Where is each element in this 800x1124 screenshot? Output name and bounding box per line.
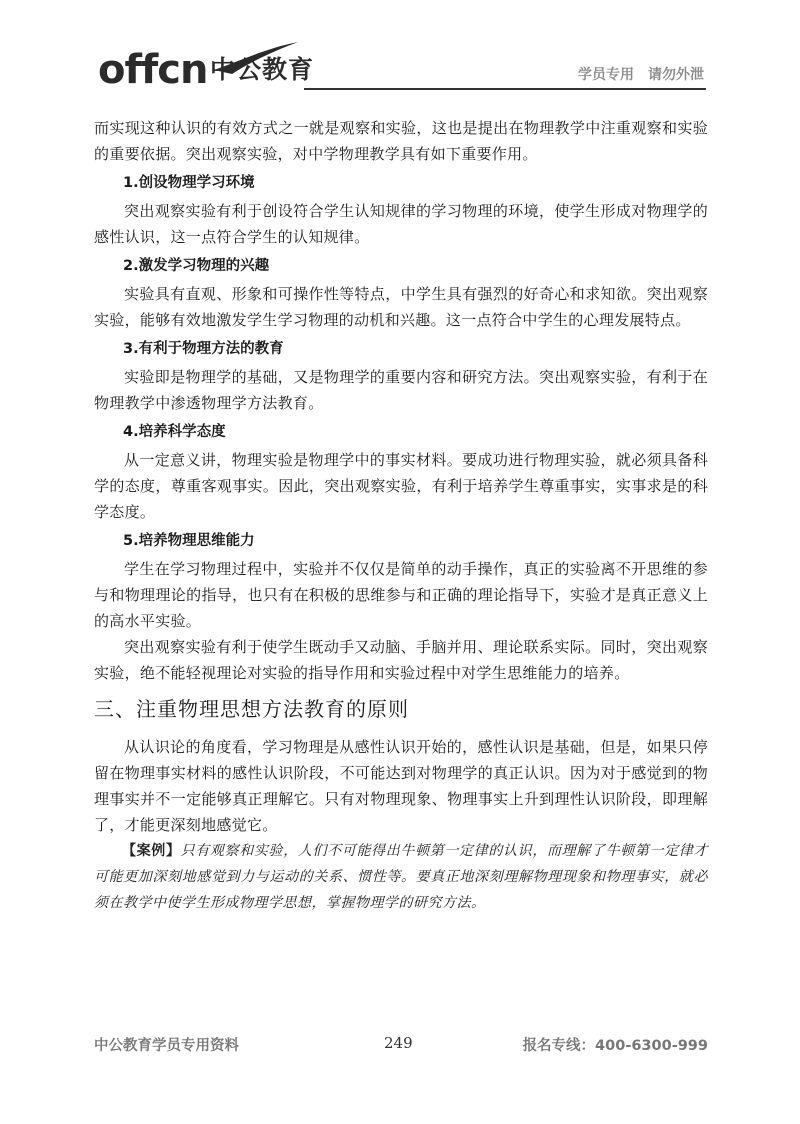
subheading: 1.创设物理学习环境 — [123, 175, 255, 191]
paragraph: 突出观察实验有利于使学生既动手又动脑、手脑并用、理论联系实际。同时，突出观察实验，绝不能轻视理论对实验的指导作用和实验过程中对学生思维能力的培养。 — [94, 638, 708, 682]
subheading: 2.激发学习物理的兴趣 — [123, 258, 270, 274]
section-title: 三、注重物理思想方法教育的原则 — [94, 697, 409, 721]
page-number: 249 — [384, 1034, 413, 1052]
paragraph: 从认识论的角度看，学习物理是从感性认识开始的，感性认识是基础，但是，如果只停留在物理事实材料的感性认识阶段，不可能达到对物理学的真正认识。因为对于感觉到的物理事实并不一定能够真正理解它。只有对物理现象、物理事实上升到理性认识阶段，即理解了，才能更深刻地感觉它。 — [94, 738, 708, 834]
case-example — [94, 838, 708, 916]
page-footer — [94, 1034, 708, 1056]
confidential-notice — [578, 64, 704, 84]
header-rule — [304, 88, 706, 90]
footer-hotline: 报名专线：400-6300-999 — [522, 1038, 708, 1054]
paragraph: 突出观察实验有利于创设符合学生认知规律的学习物理的环境，使学生形成对物理学的感性认识，这一点符合学生的认知规律。 — [94, 202, 708, 246]
subheading: 5.培养物理思维能力 — [123, 533, 255, 549]
case-text: 只有观察和实验，人们不可能得出牛顿第一定律的认识，而理解了牛顿第一定律才可能更加深刻地感觉到力与运动的关系、惯性等。要真正地深刻理解物理现象和物理事实，就必须在教学中使学生形成物理学思想，掌握物理学的研究方法。 — [94, 843, 709, 911]
case-label: 【案例】 — [122, 843, 181, 859]
notice-do-not-leak: 请勿外泄 — [648, 67, 704, 83]
brand-name: 中公教育 — [210, 55, 315, 84]
page-body — [94, 115, 708, 916]
footer-source: 中公教育学员专用资料 — [94, 1038, 239, 1054]
notice-students-only: 学员专用 — [578, 67, 634, 83]
subheading: 4.培养科学态度 — [123, 424, 226, 440]
paragraph: 而实现这种认识的有效方式之一就是观察和实验，这也是提出在物理教学中注重观察和实验的重要依据。突出观察实验，对中学物理教学具有如下重要作用。 — [94, 119, 708, 163]
subheading: 3.有利于物理方法的教育 — [123, 341, 284, 357]
paragraph: 实验具有直观、形象和可操作性等特点，中学生具有强烈的好奇心和求知欲。突出观察实验，能够有效地激发学生学习物理的动机和兴趣。这一点符合中学生的心理发展特点。 — [94, 285, 708, 329]
offcn-logo-text: offcn — [98, 47, 208, 93]
paragraph: 学生在学习物理过程中，实验并不仅仅是简单的动手操作，真正的实验离不开思维的参与和物理理论的指导，也只有在积极的思维参与和正确的理论指导下，实验才是真正意义上的高水平实验。 — [94, 560, 708, 630]
page-header — [94, 38, 706, 94]
paragraph: 从一定意义讲，物理实验是物理学中的事实材料。要成功进行物理实验，就必须具备科学的态度，尊重客观事实。因此，突出观察实验，有利于培养学生尊重事实，实事求是的科学态度。 — [94, 451, 708, 521]
paragraph: 实验即是物理学的基础，又是物理学的重要内容和研究方法。突出观察实验，有利于在物理教学中渗透物理学方法教育。 — [94, 368, 708, 412]
